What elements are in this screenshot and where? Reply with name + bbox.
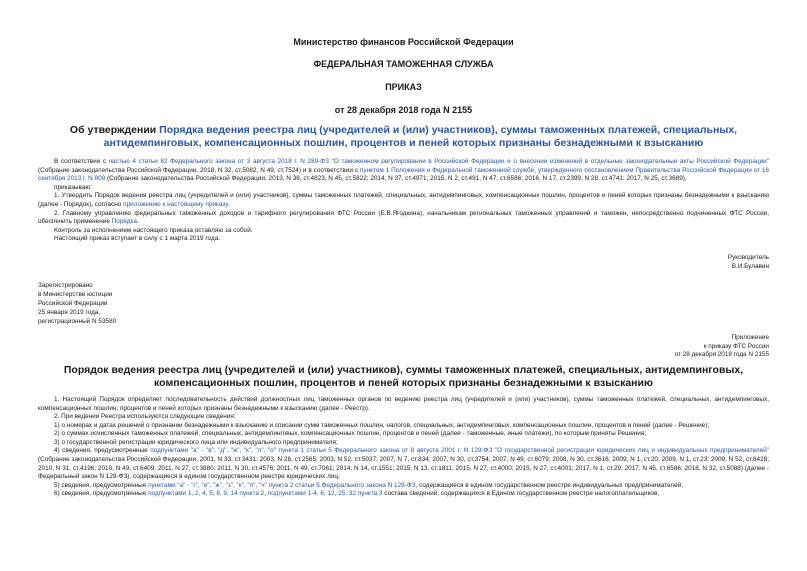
appendix-line-2: к приказу ФТС России (703, 342, 769, 350)
item-2-paragraph (38, 210, 769, 227)
law-289-link[interactable]: частью 4 статьи 82 Федерального закона от 3 августа 2018 г. N 289-ФЗ "О таможенном регулировании в Российской Федерации и о внесении изменений в отдельные законодательные акты Российской Федерации" (108, 158, 769, 165)
appendix-line-3: от 28 декабря 2018 года N 2155 (674, 351, 769, 359)
date-number-heading: от 28 декабря 2018 года N 2155 (334, 105, 473, 115)
section-2-2: 2) о суммах исчисленных таможенных платежей, специальных, антидемпинговых, компенсационных пошлин, процентов и пеней (далее - таможенные, иные платежи), по которым приняты Решения; (54, 430, 647, 438)
service-heading: ФЕДЕРАЛЬНАЯ ТАМОЖЕННАЯ СЛУЖБА (313, 59, 494, 69)
signature-name: В.И.Булавин (731, 262, 769, 270)
item-1-text: 1. Утвердить Порядок ведения реестра лиц (учредителей и (или) участников), суммы таможенных платежей, специальных, антидемпинговых, компенсационных пошлин, процентов и пеней которых признаны безнадежными к взысканию (далее - Порядок), согласно (38, 192, 769, 208)
section-2-6-text-2: состава сведений, содержащихся в Едином государственном реестре налогоплательщиков, (382, 490, 660, 498)
registration-line-5: регистрационный N 53580 (38, 318, 117, 326)
registration-line-3: Российской Федерации (38, 300, 108, 308)
title-prefix: Об утверждении (69, 124, 160, 136)
section-1: 1. Настоящий Порядок определяет последовательность действий должностных лиц таможенных органов по ведению реестра лиц (учредителей и (или) участников), суммы таможенных платежей, специальных, антидемпинговых, компенсационных пошлин, процентов и пеней которых признаны безнадежными к взысканию (далее - Реестр). (38, 395, 769, 412)
preamble-paragraph (38, 158, 769, 184)
subpoints-point-3-link[interactable]: подпунктами 1-4, 6, 12, 25, 32 пункта 3 (267, 490, 383, 498)
order-title (38, 124, 769, 150)
section-2-3: 3) о государственной регистрации юридического лица или индивидуального предпринимателя; (54, 438, 338, 446)
section-2-4 (38, 447, 769, 481)
doc-type-heading: ПРИКАЗ (385, 82, 422, 92)
regulation-809-link[interactable]: пунктом 1 Положения о Федеральной таможенной службе, утвержденного постановлением Правительства Российской Федерации от 16 сентября 2013 г. N 809 (38, 166, 769, 183)
item-2-text: 2. Главному управлению федеральных таможенных доходов и тарифного регулирования ФТС России (Е.В.Ягодкина), начальникам региональных таможенных управлений и таможен, непосредственно подчиненных ФТС России, обеспечить применение (38, 209, 769, 226)
appendix-line-1: Приложение (731, 334, 769, 342)
item-1-paragraph (38, 192, 769, 209)
control-paragraph: Контроль за исполнением настоящего приказа оставляю за собой. (54, 226, 253, 234)
title-link[interactable]: Порядка ведения реестра лиц (учредителей и (или) участников), суммы таможенных платежей, специальных, антидемпинговых, компенсационных пошлин, процентов и пеней которых признаны безнадежными к взысканию (103, 124, 738, 149)
section-2-1: 1) о номерах и датах решений о признании безнадежными к взысканию и списании сумм таможенных пошлин, налогов, специальных, антидемпинговых, компенсационных пошлин, процентов и пеней (далее - Решение); (54, 421, 710, 429)
section-2-4-text-1: 4) сведения, предусмотренные (54, 447, 151, 455)
preamble-text-2: (Собрание законодательства Российской Федерации, 2018, N 32, ст.5082, N 49, ст.7524) и в соответствии с (38, 166, 360, 174)
order-word: приказываю: (54, 183, 92, 191)
section-2-6-sep: , (264, 490, 268, 498)
item-2-end: . (136, 218, 139, 226)
signature-role: Руководитель (727, 253, 769, 261)
registration-line-2: в Министерстве юстиции (38, 291, 113, 299)
section-2-6-text-1: 6) сведения, предусмотренные (54, 490, 149, 498)
section-2-6 (38, 490, 769, 499)
ministry-heading: Министерство финансов Российской Федерации (293, 37, 514, 47)
registration-line-1: Зарегистрировано (38, 282, 93, 290)
procedure-title: Порядок ведения реестра лиц (учредителей и (или) участников), суммы таможенных платежей, специальных, антидемпинговых, компенсационных пошлин, процентов и пеней которых признаны безнадежными к взысканию (63, 363, 744, 389)
subpoints-point-2-link[interactable]: подпунктами 1, 2, 4, 5, 8, 9, 14 пункта 2 (148, 490, 265, 498)
registration-block (38, 281, 769, 326)
procedure-link[interactable]: Порядка (111, 218, 137, 226)
appendix-link[interactable]: приложению к настоящему приказу (123, 200, 228, 208)
section-2-5-text-2: , содержащиеся в едином государственном реестре индивидуальных предпринимателей; (415, 481, 683, 489)
preamble-text-3: (Собрание законодательства Российской Федерации, 2013, N 38, ст.4823, N 45, ст.5822; 2014, N 37, ст.4971; 2015, N 2, ст.491, N 47, ст.6586; 2016, N 17, ст.2399, N 28, ст.4741; 2017, N 25, ст.3689), (105, 175, 687, 183)
law-129-link[interactable]: подпунктами "а" - "в", "д", "ж", "к", "л", "о" пункта 1 статьи 5 Федерального закона от 8 августа 2001 г. N 129-ФЗ "О государственной регистрации юридических лиц и индивидуальных предпринимателей" (150, 447, 769, 455)
section-2-4-text-2: (Собрание законодательства Российской Федерации, 2001, N 33, ст.3431; 2003, N 26, ст.2565; 2003, N 52, ст.5037; 2007, N 7, ст.834; 2007, N 30, ст.3754; 2007, N 49, ст.6079; 2008, N 30, ст.3616; 2009, N 1, ст.20; 2009, N 1, ст.23; 2009, N 52, ст.6428; 2010, N 31, ст.4196; 2010, N 49, ст.6409; 2011, N 27, ст.3880; 2011, N 30, ст.4576; 2011, N 49, ст.7061; 2014, N 14, ст.1551; 2015, N 13, ст.1811; 2015, N 27, ст.4000; 2015, N 27, ст.4001; 2017, N 1, ст.29; 2017, N 45, ст.6586; 2018, N 32, ст.5088) (далее - Федеральный закон N 129-ФЗ), содержащиеся в едином государственном реестре юридических лиц; (38, 456, 769, 481)
preamble-text-1: В соответствии с (54, 158, 109, 165)
section-2-5-text-1: 5) сведения, предусмотренные (54, 481, 149, 489)
item-1-end: . (227, 200, 230, 208)
effective-date-paragraph: Настоящий приказ вступает в силу с 1 марта 2019 года. (54, 235, 221, 243)
section-2: 2. При ведении Реестра используются следующие сведения: (54, 413, 236, 421)
registration-line-4: 25 января 2019 года, (38, 309, 101, 317)
law-129-points-link[interactable]: пунктами "а" - "г", "е", "ж", "з", "к", "п", "ч" пункта 2 статьи 5 Федерального закона N 129-ФЗ (148, 481, 416, 489)
